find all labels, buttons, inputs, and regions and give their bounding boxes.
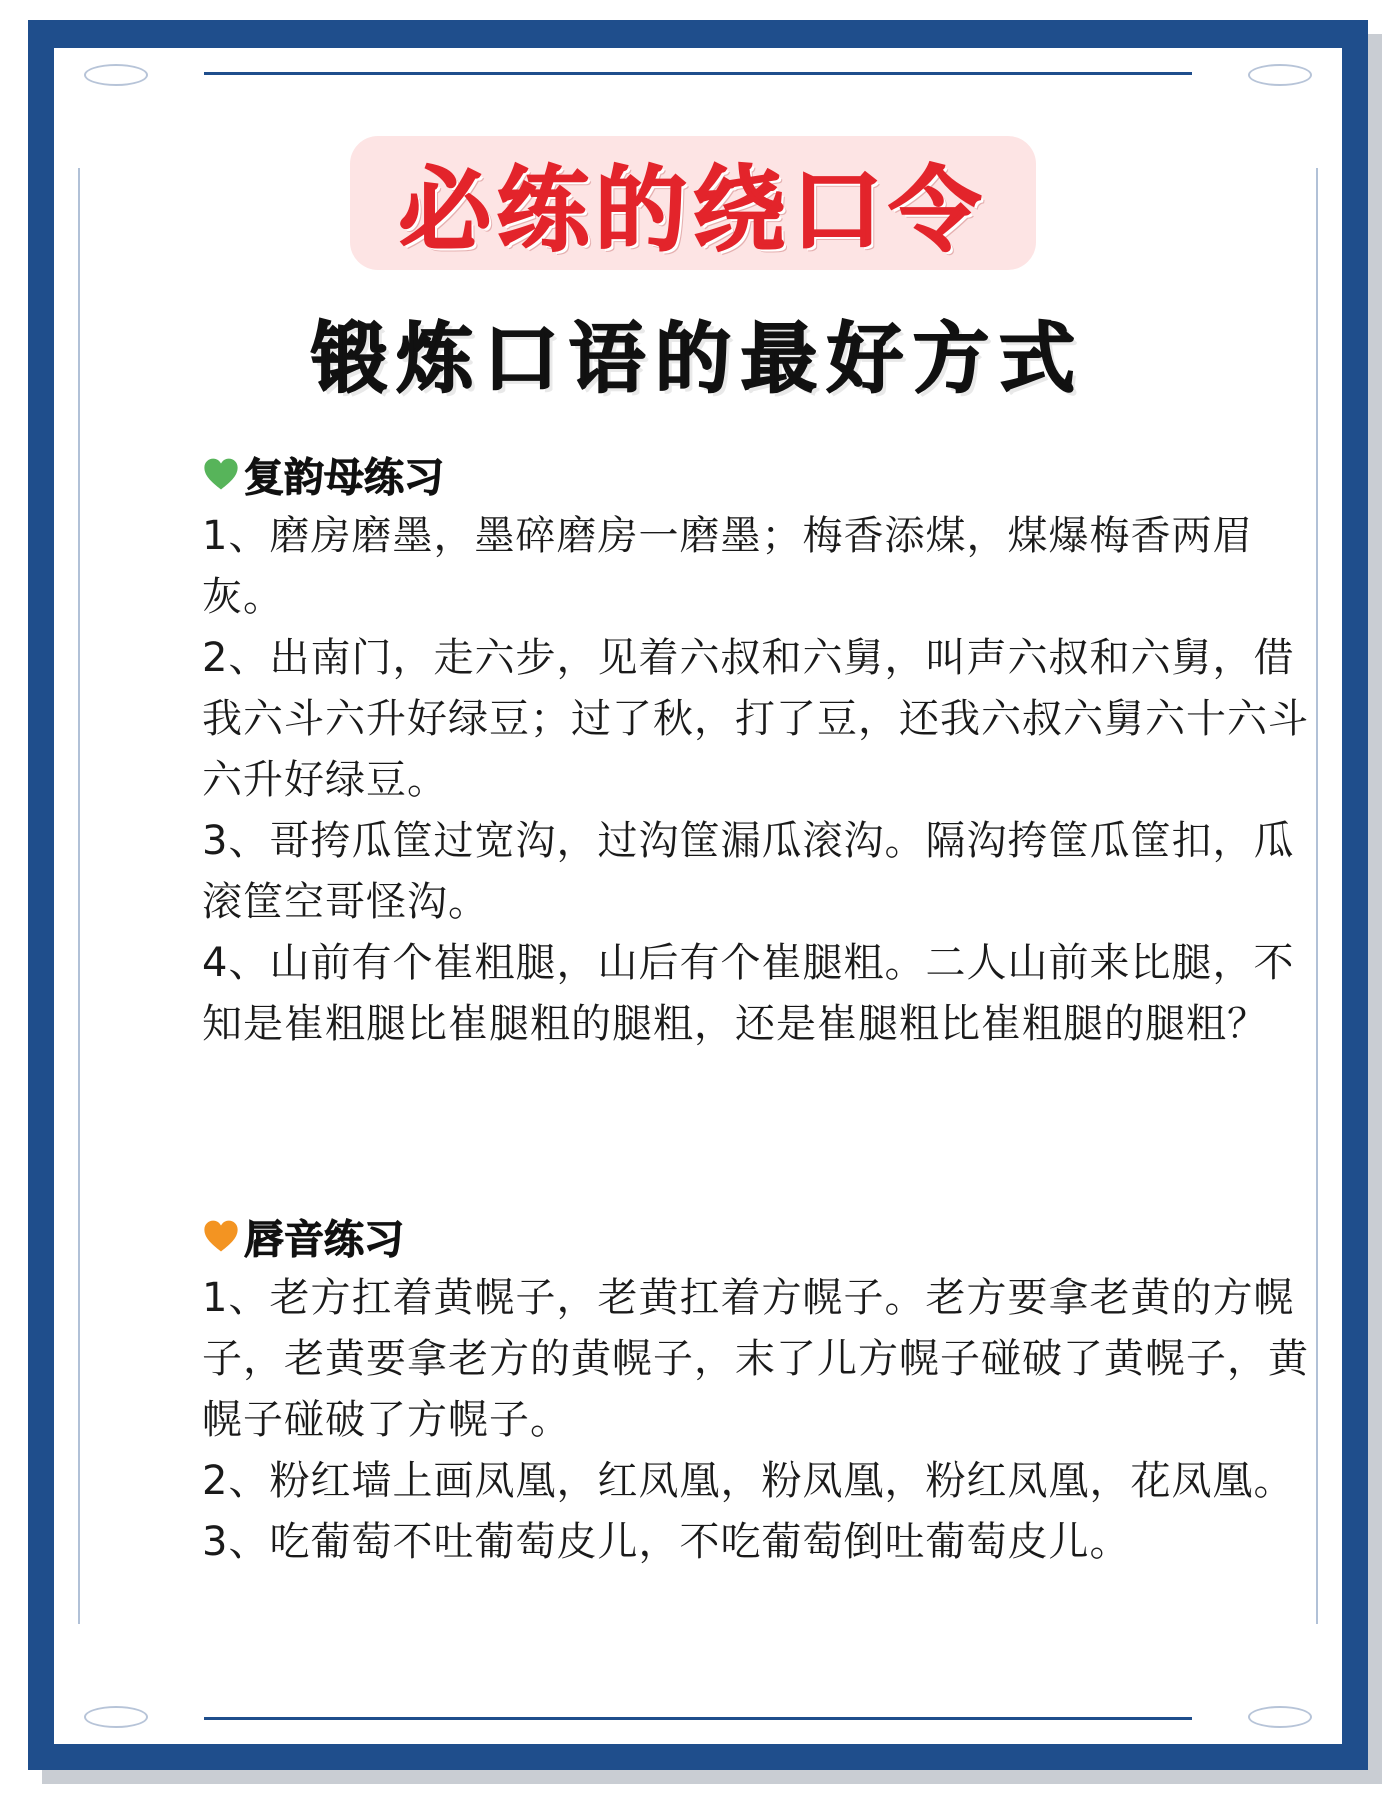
list-item: 1、老方扛着黄幌子，老黄扛着方幌子。老方要拿老黄的方幌子，老黄要拿老方的黄幌子，末了儿方幌子碰破了黄幌子，黄幌子碰破了方幌子。	[202, 1275, 1309, 1443]
corner-ornament-icon	[84, 64, 148, 86]
list-item: 1、磨房磨墨，墨碎磨房一磨墨；梅香添煤，煤爆梅香两眉灰。	[202, 513, 1254, 620]
section-labial-sounds	[202, 1208, 1332, 1573]
section-header	[202, 1208, 1332, 1264]
list-item: 2、粉红墙上画凤凰，红凤凰，粉凤凰，粉红凤凰，花凤凰。	[202, 1458, 1295, 1504]
corner-ornament-icon	[1248, 64, 1312, 86]
orange-heart-icon	[202, 1217, 240, 1255]
section-title: 唇音练习	[244, 1216, 404, 1263]
section-title: 复韵母练习	[244, 454, 444, 501]
title-banner	[350, 136, 1036, 270]
green-heart-icon	[202, 455, 240, 493]
list-item: 3、哥挎瓜筐过宽沟，过沟筐漏瓜滚沟。隔沟挎筐瓜筐扣，瓜滚筐空哥怪沟。	[202, 818, 1295, 925]
content-card	[54, 48, 1342, 1744]
decor-line-bottom	[204, 1717, 1192, 1720]
list-item: 3、吃葡萄不吐葡萄皮儿，不吃葡萄倒吐葡萄皮儿。	[202, 1519, 1131, 1565]
section-header	[202, 446, 1332, 502]
decor-line-top	[204, 72, 1192, 75]
corner-ornament-icon	[1248, 1706, 1312, 1728]
list-item: 4、山前有个崔粗腿，山后有个崔腿粗。二人山前来比腿，不知是崔粗腿比崔腿粗的腿粗，还是崔腿粗比崔粗腿的腿粗？	[202, 940, 1295, 1047]
list-item: 2、出南门，走六步，见着六叔和六舅，叫声六叔和六舅，借我六斗六升好绿豆；过了秋，打了豆，还我六叔六舅六十六斗六升好绿豆。	[202, 635, 1309, 803]
corner-ornament-icon	[84, 1706, 148, 1728]
page-subtitle: 锻炼口语的最好方式	[311, 314, 1085, 403]
page-title: 必练的绕口令	[398, 157, 987, 264]
section-compound-finals	[202, 446, 1332, 1055]
